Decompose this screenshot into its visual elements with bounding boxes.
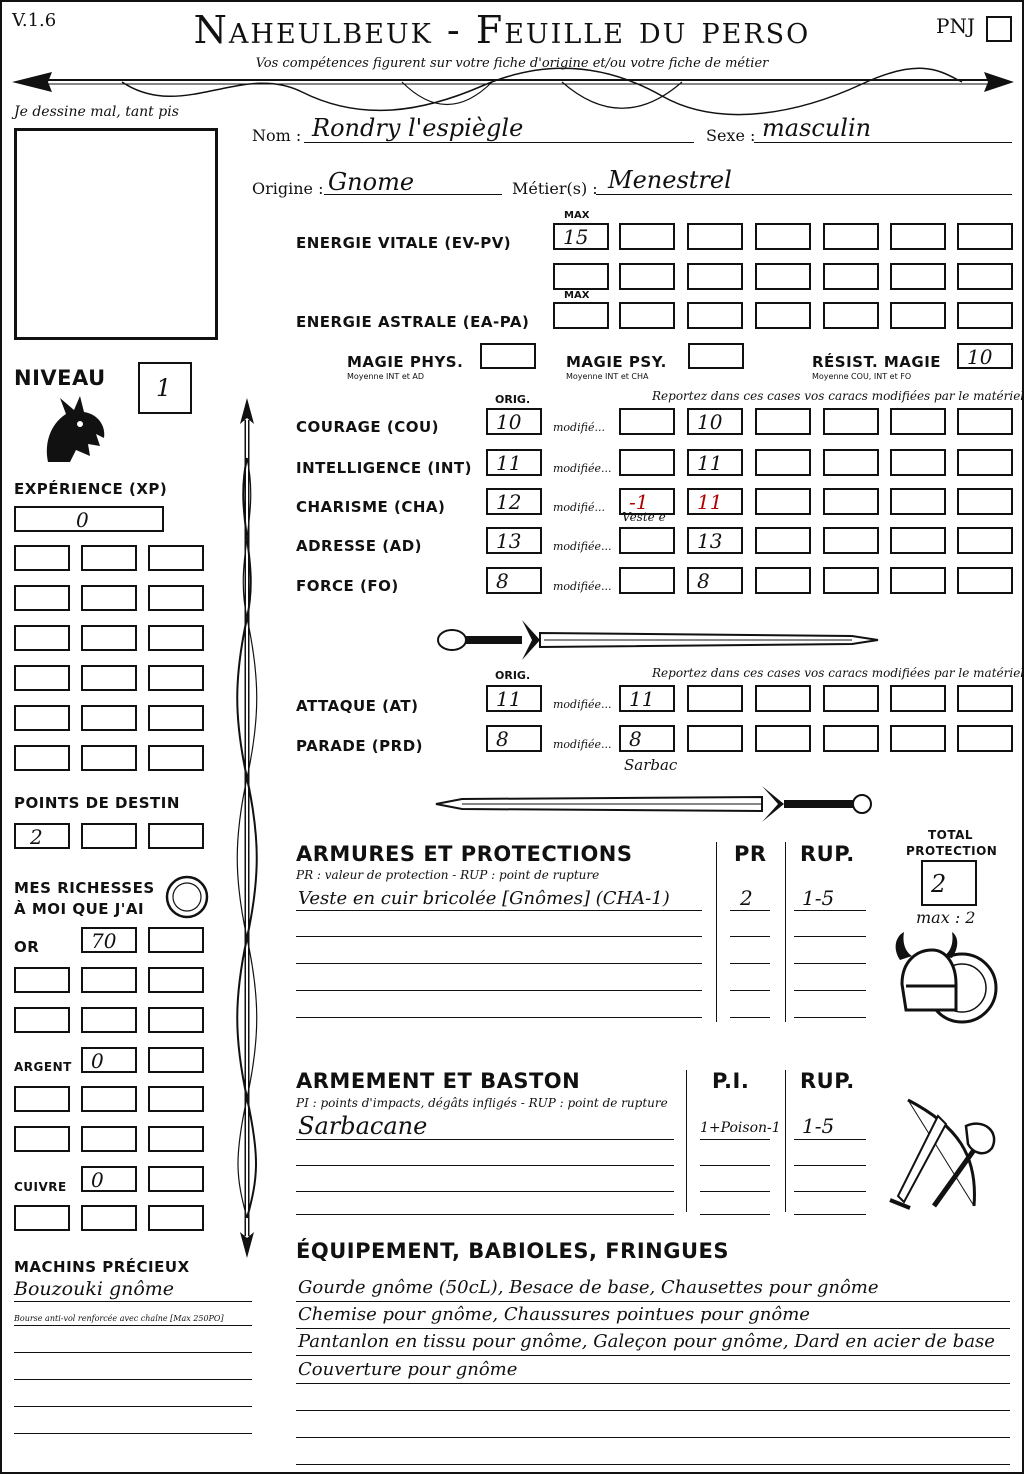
- ea-box[interactable]: [687, 302, 743, 329]
- pnj-checkbox[interactable]: [986, 16, 1012, 42]
- armure-rup-line[interactable]: [794, 936, 866, 937]
- carac-result-box[interactable]: 10: [687, 408, 743, 435]
- carac-result-box[interactable]: 11: [687, 488, 743, 515]
- carac-result-box[interactable]: 8: [687, 567, 743, 594]
- carac-orig-box[interactable]: 13: [486, 527, 542, 554]
- portrait-frame[interactable]: [14, 128, 218, 340]
- armure-line[interactable]: [296, 990, 702, 991]
- ev-label: ENERGIE VITALE (EV-PV): [296, 234, 512, 252]
- argent-grid-box[interactable]: [81, 1126, 137, 1152]
- origine-value[interactable]: Gnome: [328, 168, 415, 196]
- total-protection-box[interactable]: 2: [921, 860, 977, 906]
- xp-grid-box[interactable]: [148, 745, 204, 771]
- carac-orig-box[interactable]: 12: [486, 488, 542, 515]
- sword-ornament-top: [432, 616, 882, 662]
- xp-grid-box[interactable]: [14, 545, 70, 571]
- equipement-item[interactable]: Chemise pour gnôme, Chaussures pointues pour gnôme: [298, 1304, 810, 1325]
- equipement-line[interactable]: [296, 1301, 1010, 1302]
- cuivre-box-3[interactable]: [14, 1205, 70, 1231]
- arme-name-1[interactable]: Sarbacane: [298, 1112, 428, 1140]
- arme-pi-line[interactable]: [700, 1214, 770, 1215]
- xp-grid-box[interactable]: [148, 545, 204, 571]
- magie-psy-label: MAGIE PSY.: [566, 353, 667, 371]
- armure-line[interactable]: [296, 936, 702, 937]
- combat-modif-label: modifiée...: [553, 698, 612, 711]
- equipement-title: ÉQUIPEMENT, BABIOLES, FRINGUES: [296, 1239, 729, 1263]
- argent-label: ARGENT: [14, 1060, 72, 1074]
- carac-extra-box[interactable]: [755, 527, 811, 554]
- xp-grid-box[interactable]: [81, 665, 137, 691]
- armement-title: ARMEMENT ET BASTON: [296, 1069, 581, 1093]
- ea-box[interactable]: [890, 302, 946, 329]
- carac-note: Veste e: [622, 510, 666, 524]
- carac-orig-box[interactable]: 10: [486, 408, 542, 435]
- ev-box[interactable]: [890, 223, 946, 250]
- armure-pr-line[interactable]: [730, 1017, 770, 1018]
- carac-extra-box[interactable]: [957, 527, 1013, 554]
- equipement-item[interactable]: Gourde gnôme (50cL), Besace de base, Chausettes pour gnôme: [298, 1277, 879, 1298]
- combat-orig-label: ORIG.: [495, 669, 531, 682]
- ev-max-label: MAX: [564, 210, 590, 221]
- resist-magie-sub: Moyenne COU, INT et FO: [812, 372, 912, 381]
- machins-line[interactable]: [14, 1406, 252, 1407]
- cuivre-box-5[interactable]: [148, 1205, 204, 1231]
- cuivre-box-4[interactable]: [81, 1205, 137, 1231]
- argent-box-2[interactable]: [148, 1047, 204, 1073]
- equipement-line[interactable]: [296, 1410, 1010, 1411]
- helmet-shield-icon: [892, 930, 1002, 1042]
- armement-rup-label: RUP.: [800, 1069, 855, 1093]
- argent-grid-box[interactable]: [14, 1086, 70, 1112]
- page-title: Naheulbeuk - Feuille du perso: [193, 8, 811, 52]
- carac-extra-box[interactable]: [957, 449, 1013, 476]
- pnj-label: PNJ: [936, 14, 975, 38]
- carac-extra-box[interactable]: [890, 408, 946, 435]
- carac-label: INTELLIGENCE (INT): [296, 459, 472, 477]
- total-protection-label-2: PROTECTION: [906, 844, 998, 858]
- magie-phys-box[interactable]: [480, 343, 536, 369]
- or-grid-box[interactable]: [148, 967, 204, 993]
- ea-box[interactable]: [957, 302, 1013, 329]
- carac-extra-box[interactable]: [823, 567, 879, 594]
- ev-box[interactable]: [755, 223, 811, 250]
- carac-extra-box[interactable]: [755, 408, 811, 435]
- xp-box[interactable]: 0: [14, 506, 164, 532]
- weapons-icon: [888, 1096, 1008, 1218]
- argent-grid-box[interactable]: [81, 1086, 137, 1112]
- armures-rup-label: RUP.: [800, 842, 855, 866]
- ev-box[interactable]: [890, 263, 946, 290]
- xp-grid-box[interactable]: [81, 705, 137, 731]
- machin-item-1[interactable]: Bouzouki gnôme: [14, 1278, 175, 1300]
- combat-extra-box[interactable]: [755, 725, 811, 752]
- equipement-line[interactable]: [296, 1464, 1010, 1465]
- xp-grid-box[interactable]: [14, 705, 70, 731]
- carac-extra-box[interactable]: [890, 449, 946, 476]
- equipement-item[interactable]: Couverture pour gnôme: [298, 1359, 518, 1380]
- or-box[interactable]: 70: [81, 927, 137, 953]
- sexe-value[interactable]: masculin: [762, 114, 872, 142]
- machins-line[interactable]: [14, 1352, 252, 1353]
- armure-rup-line[interactable]: [794, 1017, 866, 1018]
- carac-modif-label: modifié...: [553, 501, 605, 514]
- carac-label: ADRESSE (AD): [296, 537, 423, 555]
- xp-grid-box[interactable]: [148, 625, 204, 651]
- nom-label: Nom :: [252, 126, 302, 145]
- machins-line[interactable]: [14, 1433, 252, 1434]
- armement-pi-label: P.I.: [712, 1069, 750, 1093]
- armure-rup-1[interactable]: 1-5: [802, 886, 835, 910]
- ev-box[interactable]: [957, 223, 1013, 250]
- niveau-box[interactable]: 1: [138, 362, 192, 414]
- carac-result-box[interactable]: 11: [687, 449, 743, 476]
- metier-label: Métier(s) :: [512, 179, 598, 198]
- ev-box[interactable]: [957, 263, 1013, 290]
- carac-modif-box[interactable]: [619, 408, 675, 435]
- destin-label: POINTS DE DESTIN: [14, 794, 180, 812]
- combat-extra-box[interactable]: [823, 725, 879, 752]
- machins-line[interactable]: [14, 1325, 252, 1326]
- carac-extra-box[interactable]: [755, 567, 811, 594]
- xp-grid-box[interactable]: [14, 745, 70, 771]
- dragon-icon: [40, 394, 110, 466]
- total-protection-max: max : 2: [916, 908, 976, 927]
- argent-box[interactable]: 0: [81, 1047, 137, 1073]
- xp-grid-box[interactable]: [14, 585, 70, 611]
- magie-phys-label: MAGIE PHYS.: [347, 353, 464, 371]
- carac-result-box[interactable]: 13: [687, 527, 743, 554]
- xp-grid-box[interactable]: [14, 665, 70, 691]
- destin-box-2[interactable]: [81, 823, 137, 849]
- niveau-label: NIVEAU: [14, 366, 106, 390]
- arme-line[interactable]: [296, 1214, 674, 1215]
- carac-extra-box[interactable]: [890, 567, 946, 594]
- ev-box[interactable]: [755, 263, 811, 290]
- portrait-caption: Je dessine mal, tant pis: [14, 104, 179, 120]
- combat-extra-box[interactable]: [823, 685, 879, 712]
- xp-grid-box[interactable]: [81, 745, 137, 771]
- armement-sub: PI : points d'impacts, dégâts infligés - RUP : point de rupture: [296, 1096, 668, 1110]
- carac-modif-box[interactable]: -1: [619, 488, 675, 515]
- richesses-label-1: MES RICHESSES: [14, 879, 155, 897]
- combat-extra-box[interactable]: [687, 685, 743, 712]
- carac-extra-box[interactable]: [957, 488, 1013, 515]
- carac-orig-box[interactable]: 11: [486, 449, 542, 476]
- arme-line[interactable]: [296, 1191, 674, 1192]
- armure-pr-line[interactable]: [730, 936, 770, 937]
- metier-value[interactable]: Menestrel: [608, 166, 732, 194]
- ea-box[interactable]: [755, 302, 811, 329]
- armure-pr-line[interactable]: [730, 910, 770, 911]
- carac-label: CHARISME (CHA): [296, 498, 446, 516]
- armure-line[interactable]: [296, 910, 702, 911]
- armure-rup-line[interactable]: [794, 910, 866, 911]
- carac-orig-box[interactable]: 8: [486, 567, 542, 594]
- cuivre-box-2[interactable]: [148, 1166, 204, 1192]
- ev-box[interactable]: [619, 223, 675, 250]
- destin-box-3[interactable]: [148, 823, 204, 849]
- armures-pr-label: PR: [734, 842, 767, 866]
- richesses-label-2: À MOI QUE J'AI: [14, 900, 145, 918]
- machins-label: MACHINS PRÉCIEUX: [14, 1258, 190, 1276]
- ev-box[interactable]: [823, 263, 879, 290]
- caracs-report-note: Reportez dans ces cases vos caracs modifiées par le matériel: [652, 389, 1024, 403]
- page-subtitle: Vos compétences figurent sur votre fiche d'origine et/ou votre fiche de métier: [255, 56, 769, 71]
- arme-rup-line[interactable]: [794, 1214, 866, 1215]
- combat-label: ATTAQUE (AT): [296, 697, 419, 715]
- carac-extra-box[interactable]: [823, 408, 879, 435]
- or-grid-box[interactable]: [14, 1007, 70, 1033]
- origine-label: Origine :: [252, 179, 324, 198]
- armure-line[interactable]: [296, 963, 702, 964]
- arme-pi-line[interactable]: [700, 1165, 770, 1166]
- carac-extra-box[interactable]: [823, 527, 879, 554]
- combat-extra-box[interactable]: [957, 685, 1013, 712]
- or-box-2[interactable]: [148, 927, 204, 953]
- sword-ornament-bottom: [432, 780, 882, 826]
- sexe-label: Sexe :: [706, 126, 756, 145]
- argent-grid-box[interactable]: [148, 1086, 204, 1112]
- armure-rup-line[interactable]: [794, 963, 866, 964]
- equipement-line[interactable]: [296, 1383, 1010, 1384]
- arme-line[interactable]: [296, 1139, 674, 1140]
- xp-label: EXPÉRIENCE (XP): [14, 480, 168, 498]
- or-label: OR: [14, 938, 40, 956]
- carac-label: COURAGE (COU): [296, 418, 440, 436]
- equipement-line[interactable]: [296, 1355, 1010, 1356]
- arme-pi-1[interactable]: 1+Poison-1: [700, 1120, 781, 1136]
- combat-extra-box[interactable]: [957, 725, 1013, 752]
- combat-extra-box[interactable]: [687, 725, 743, 752]
- armure-line[interactable]: [296, 1017, 702, 1018]
- total-protection-label-1: TOTAL: [928, 828, 974, 842]
- carac-modif-box[interactable]: [619, 527, 675, 554]
- machin-item-2[interactable]: Bourse anti-vol renforcée avec chaîne [Max 250PO]: [14, 1314, 224, 1323]
- carac-modif-label: modifié...: [553, 421, 605, 434]
- armure-rup-line[interactable]: [794, 990, 866, 991]
- carac-extra-box[interactable]: [823, 449, 879, 476]
- nom-value[interactable]: Rondry l'espiègle: [312, 114, 524, 142]
- combat-extra-box[interactable]: [890, 725, 946, 752]
- arme-rup-line[interactable]: [794, 1165, 866, 1166]
- carac-modif-box[interactable]: [619, 449, 675, 476]
- carac-modif-box[interactable]: [619, 567, 675, 594]
- destin-box-1[interactable]: 2: [14, 823, 70, 849]
- xp-grid-box[interactable]: [81, 545, 137, 571]
- combat-extra-box[interactable]: [890, 685, 946, 712]
- cuivre-box[interactable]: 0: [81, 1166, 137, 1192]
- arme-rup-line[interactable]: [794, 1139, 866, 1140]
- carac-extra-box[interactable]: [823, 488, 879, 515]
- ev-max-box[interactable]: 15: [553, 223, 609, 250]
- combat-modif-box[interactable]: 8: [619, 725, 675, 752]
- combat-label: PARADE (PRD): [296, 737, 424, 755]
- equipement-item[interactable]: Pantanlon en tissu pour gnôme, Galeçon pour gnôme, Dard en acier de base: [298, 1331, 995, 1352]
- ev-box[interactable]: [553, 263, 609, 290]
- armures-sub: PR : valeur de protection - RUP : point de rupture: [296, 868, 600, 882]
- machins-line[interactable]: [14, 1379, 252, 1380]
- combat-orig-box[interactable]: 8: [486, 725, 542, 752]
- magie-psy-sub: Moyenne INT et CHA: [566, 372, 649, 381]
- vertical-spear-ornament: [232, 398, 262, 1258]
- ev-box[interactable]: [823, 223, 879, 250]
- resist-magie-label: RÉSIST. MAGIE: [812, 353, 942, 371]
- ea-max-box[interactable]: [553, 302, 609, 329]
- caracs-orig-label: ORIG.: [495, 393, 531, 406]
- xp-grid-box[interactable]: [148, 585, 204, 611]
- arme-rup-1[interactable]: 1-5: [802, 1114, 835, 1138]
- combat-orig-box[interactable]: 11: [486, 685, 542, 712]
- arme-pi-line[interactable]: [700, 1139, 770, 1140]
- version-label: V.1.6: [12, 10, 57, 31]
- or-grid-box[interactable]: [148, 1007, 204, 1033]
- armure-name-1[interactable]: Veste en cuir bricolée [Gnômes] (CHA-1): [298, 888, 670, 909]
- carac-extra-box[interactable]: [755, 488, 811, 515]
- ev-box[interactable]: [619, 263, 675, 290]
- arme-pi-line[interactable]: [700, 1191, 770, 1192]
- ea-max-label: MAX: [564, 290, 590, 301]
- arme-line[interactable]: [296, 1165, 674, 1166]
- carac-modif-label: modifiée...: [553, 462, 612, 475]
- xp-grid-box[interactable]: [14, 625, 70, 651]
- combat-modif-box[interactable]: 11: [619, 685, 675, 712]
- carac-modif-label: modifiée...: [553, 580, 612, 593]
- or-grid-box[interactable]: [81, 967, 137, 993]
- xp-grid-box[interactable]: [148, 665, 204, 691]
- machins-line[interactable]: [14, 1301, 252, 1302]
- xp-grid-box[interactable]: [81, 585, 137, 611]
- armures-title: ARMURES ET PROTECTIONS: [296, 842, 633, 866]
- ev-box[interactable]: [687, 223, 743, 250]
- carac-extra-box[interactable]: [755, 449, 811, 476]
- combat-report-note: Reportez dans ces cases vos caracs modifiées par le matériel: [652, 666, 1024, 680]
- armure-pr-line[interactable]: [730, 990, 770, 991]
- carac-extra-box[interactable]: [957, 408, 1013, 435]
- magie-phys-sub: Moyenne INT et AD: [347, 372, 425, 381]
- arme-rup-line[interactable]: [794, 1191, 866, 1192]
- carac-label: FORCE (FO): [296, 577, 399, 595]
- equipement-line[interactable]: [296, 1437, 1010, 1438]
- cuivre-label: CUIVRE: [14, 1180, 67, 1194]
- coin-icon: [164, 874, 212, 922]
- carac-extra-box[interactable]: [890, 527, 946, 554]
- carac-extra-box[interactable]: [957, 567, 1013, 594]
- argent-grid-box[interactable]: [14, 1126, 70, 1152]
- carac-extra-box[interactable]: [890, 488, 946, 515]
- ea-label: ENERGIE ASTRALE (EA-PA): [296, 313, 530, 331]
- carac-modif-label: modifiée...: [553, 540, 612, 553]
- armure-pr-1[interactable]: 2: [740, 886, 753, 910]
- xp-grid-box[interactable]: [81, 625, 137, 651]
- magie-psy-box[interactable]: [688, 343, 744, 369]
- xp-grid-box[interactable]: [148, 705, 204, 731]
- equipement-line[interactable]: [296, 1328, 1010, 1329]
- argent-grid-box[interactable]: [148, 1126, 204, 1152]
- resist-magie-box[interactable]: 10: [957, 343, 1013, 369]
- combat-modif-label: modifiée...: [553, 738, 612, 751]
- or-grid-box[interactable]: [81, 1007, 137, 1033]
- or-grid-box[interactable]: [14, 967, 70, 993]
- ev-box[interactable]: [687, 263, 743, 290]
- ea-box[interactable]: [823, 302, 879, 329]
- armure-pr-line[interactable]: [730, 963, 770, 964]
- ea-box[interactable]: [619, 302, 675, 329]
- combat-note: Sarbac: [624, 756, 678, 774]
- combat-extra-box[interactable]: [755, 685, 811, 712]
